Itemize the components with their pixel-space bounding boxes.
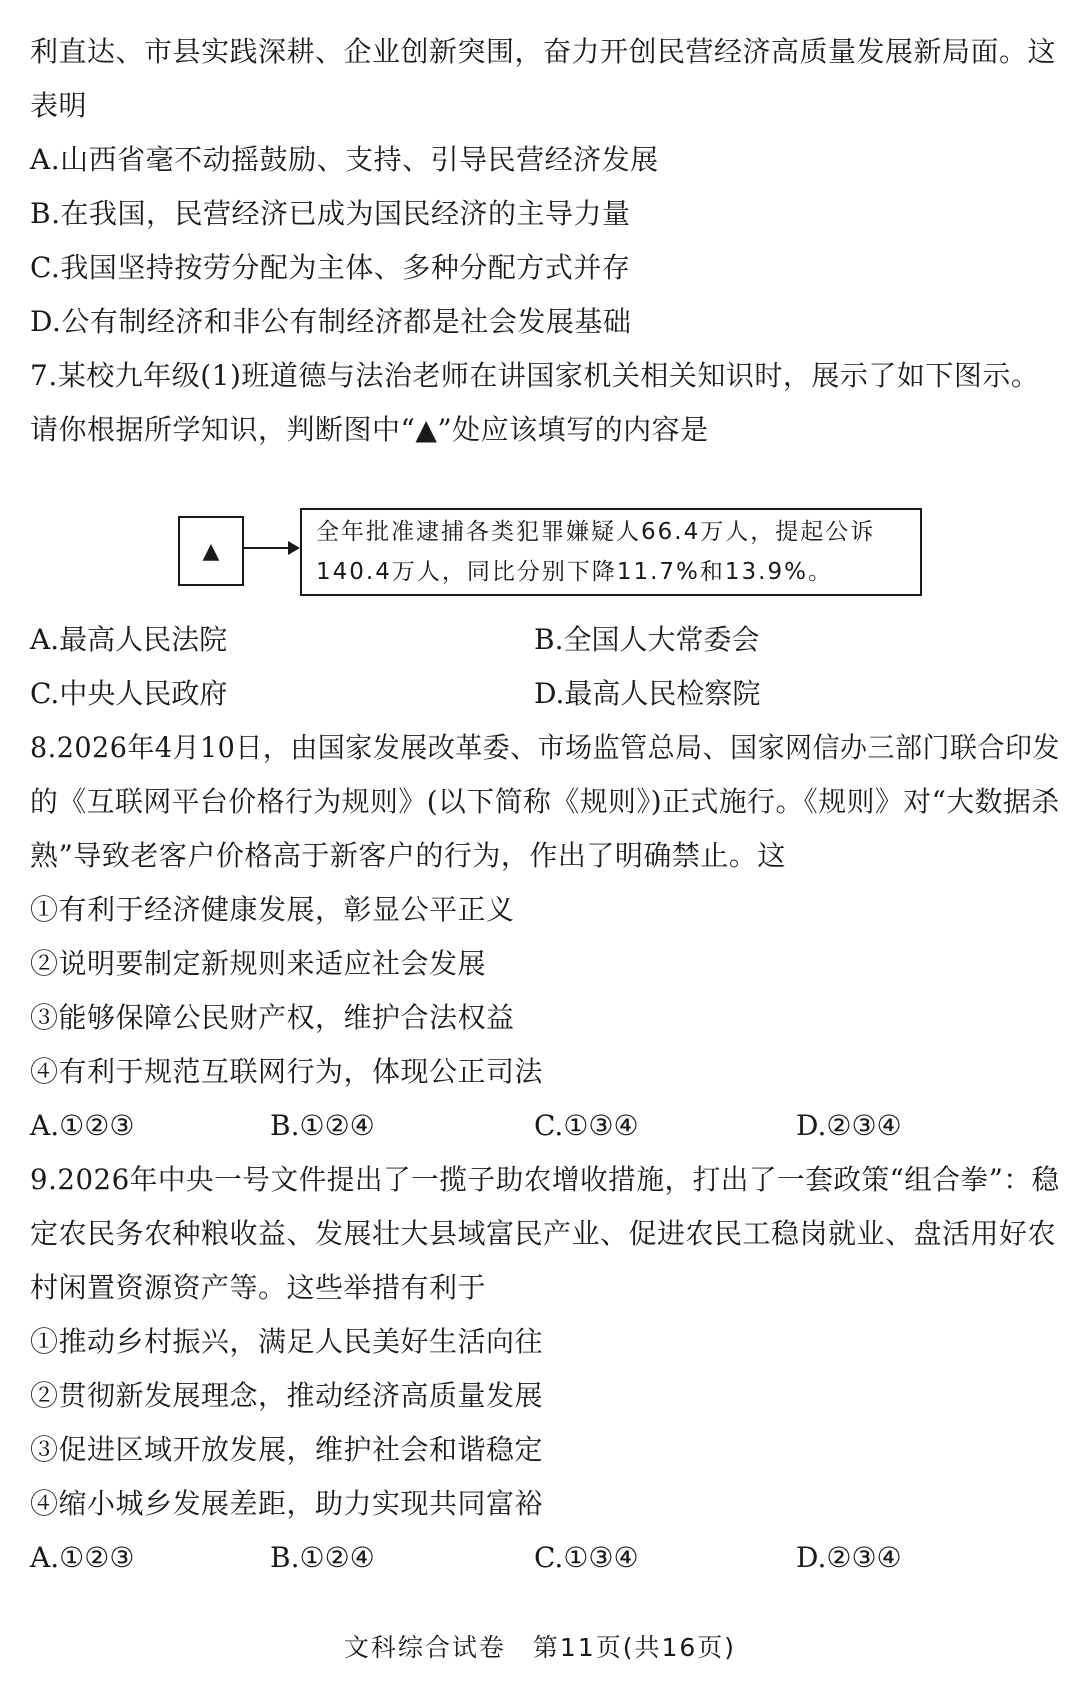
- q8-option-d: D.②③④: [796, 1109, 902, 1142]
- q7-diagram-text-line2: 140.4万人，同比分别下降11.7%和13.9%。: [316, 559, 833, 585]
- q9-statement-2: ②贯彻新发展理念，推动经济高质量发展: [30, 1379, 544, 1412]
- triangle-icon: ▲: [202, 538, 220, 564]
- q9-option-b: B.①②④: [270, 1541, 375, 1574]
- q9-option-a: A.①②③: [30, 1541, 135, 1574]
- q8-stem-line2: 的《互联网平台价格行为规则》(以下简称《规则》)正式施行。《规则》对“大数据杀: [30, 785, 1060, 818]
- q6-option-d: D.公有制经济和非公有制经济都是社会发展基础: [30, 305, 632, 338]
- triangle-placeholder-box: [178, 516, 244, 586]
- q7-option-a: A.最高人民法院: [30, 623, 228, 656]
- q6-stem-line1: 利直达、市县实践深耕、企业创新突围，奋力开创民营经济高质量发展新局面。这: [30, 35, 1057, 68]
- q8-statement-2: ②说明要制定新规则来适应社会发展: [30, 947, 487, 980]
- q8-statement-4: ④有利于规范互联网行为，体现公正司法: [30, 1055, 544, 1088]
- q7-options-row2: [30, 674, 1050, 714]
- q7-options-row1: [30, 620, 1050, 660]
- q7-option-c: C.中央人民政府: [30, 677, 228, 710]
- q6-option-c: C.我国坚持按劳分配为主体、多种分配方式并存: [30, 251, 631, 284]
- q8-options-row: [30, 1106, 1050, 1146]
- q7-stem-line2: 请你根据所学知识，判断图中“▲”处应该填写的内容是: [30, 413, 709, 446]
- arrow-right-icon: [242, 547, 298, 549]
- q9-option-c: C.①③④: [534, 1541, 639, 1574]
- q6-option-b: B.在我国，民营经济已成为国民经济的主导力量: [30, 197, 631, 230]
- q8-stem-line1: 8.2026年4月10日，由国家发展改革委、市场监管总局、国家网信办三部门联合印发: [30, 731, 1060, 764]
- q8-option-b: B.①②④: [270, 1109, 375, 1142]
- q9-stem-line1: 9.2026年中央一号文件提出了一揽子助农增收措施，打出了一套政策“组合拳”：稳: [30, 1163, 1060, 1196]
- q6-option-a: A.山西省毫不动摇鼓励、支持、引导民营经济发展: [30, 143, 659, 176]
- q8-statement-3: ③能够保障公民财产权，维护合法权益: [30, 1001, 515, 1034]
- q7-stem-line1: 7.某校九年级(1)班道德与法治老师在讲国家机关相关知识时，展示了如下图示。: [30, 359, 1040, 392]
- q8-stem-line3: 熟”导致老客户价格高于新客户的行为，作出了明确禁止。这: [30, 839, 786, 872]
- q9-stem-line3: 村闲置资源资产等。这些举措有利于: [30, 1271, 487, 1304]
- q6-stem-line2: 表明: [30, 89, 88, 122]
- q9-statement-1: ①推动乡村振兴，满足人民美好生活向往: [30, 1325, 544, 1358]
- q7-diagram-textbox: [300, 508, 922, 596]
- q9-options-row: [30, 1538, 1050, 1578]
- q9-stem-line2: 定农民务农种粮收益、发展壮大县域富民产业、促进农民工稳岗就业、盘活用好农: [30, 1217, 1057, 1250]
- q9-statement-3: ③促进区域开放发展，维护社会和谐稳定: [30, 1433, 544, 1466]
- q8-option-a: A.①②③: [30, 1109, 135, 1142]
- q9-option-d: D.②③④: [796, 1541, 902, 1574]
- q7-diagram-text-line1: 全年批准逮捕各类犯罪嫌疑人66.4万人，提起公诉: [316, 519, 876, 545]
- q9-statement-4: ④缩小城乡发展差距，助力实现共同富裕: [30, 1487, 544, 1520]
- q7-diagram: [178, 508, 938, 604]
- q7-option-d: D.最高人民检察院: [534, 677, 761, 710]
- q7-option-b: B.全国人大常委会: [534, 623, 760, 656]
- q8-statement-1: ①有利于经济健康发展，彰显公平正义: [30, 893, 515, 926]
- q8-option-c: C.①③④: [534, 1109, 639, 1142]
- page-footer: 文科综合试卷 第11页(共16页): [343, 1633, 737, 1662]
